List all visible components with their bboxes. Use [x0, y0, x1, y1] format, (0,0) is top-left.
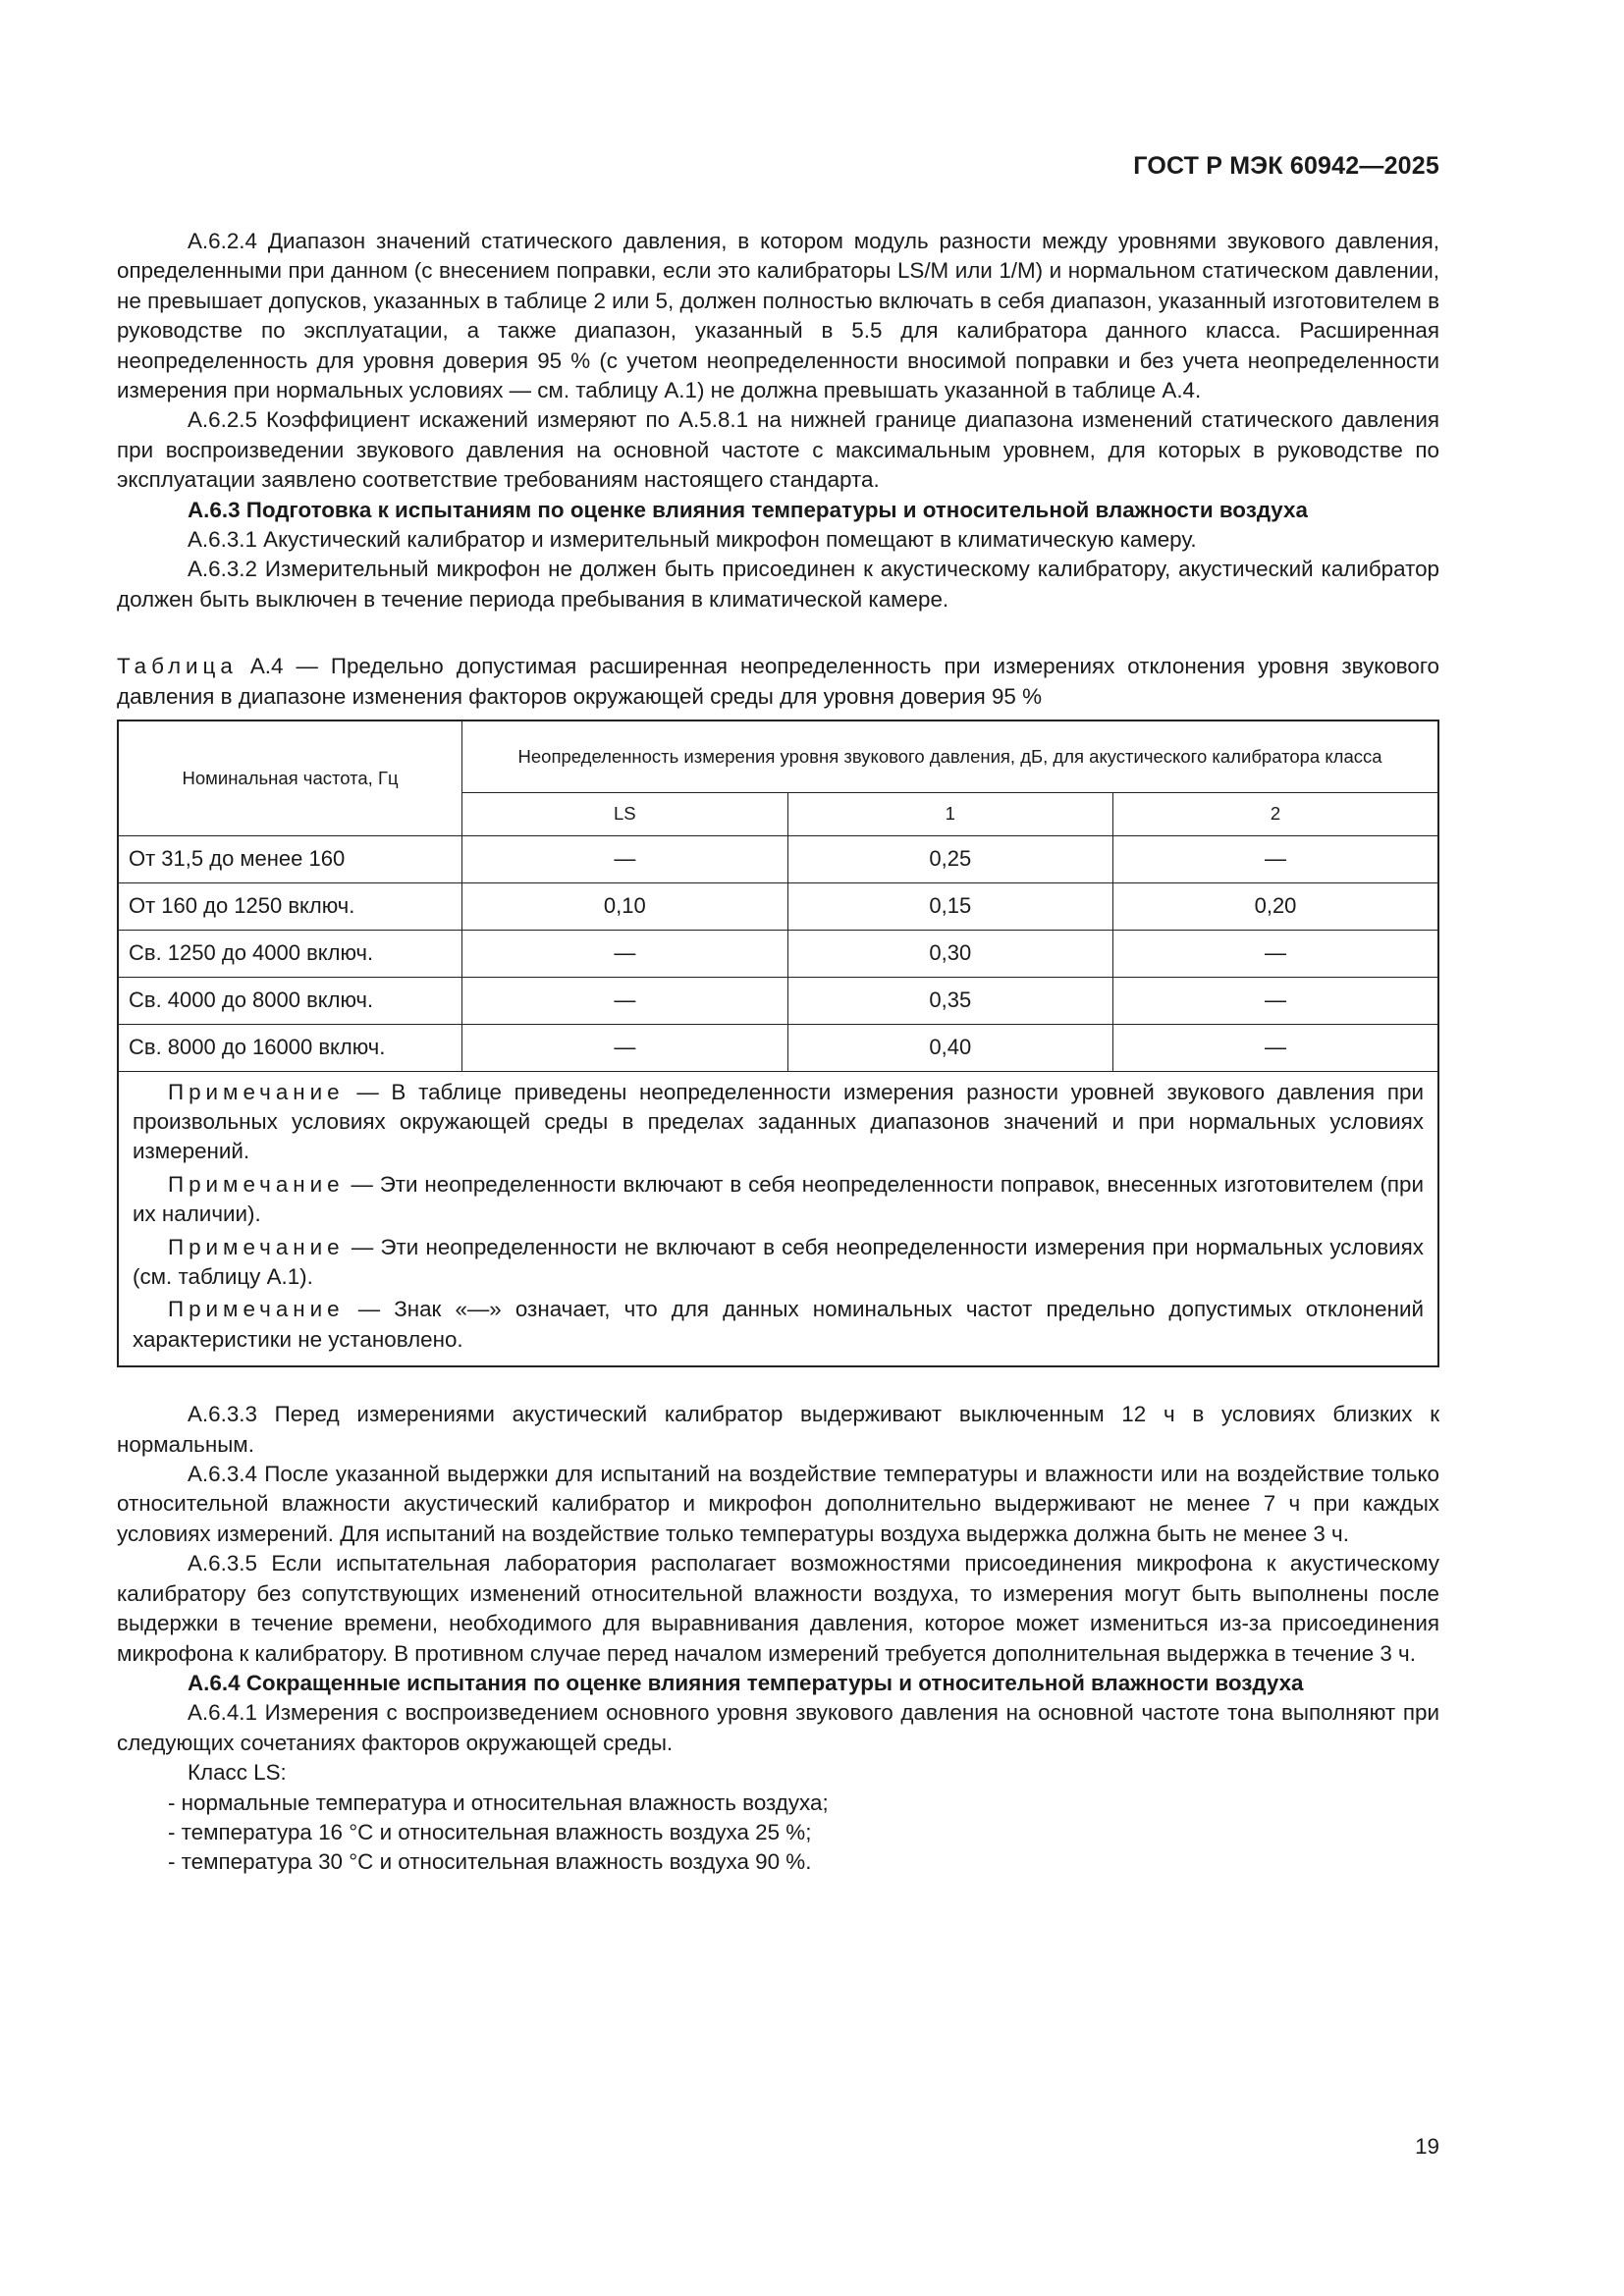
- cell-ls: —: [462, 930, 787, 977]
- table-caption: [117, 652, 1439, 712]
- class-ls-conditions-list: [117, 1789, 1439, 1878]
- header-class-ls: LS: [462, 792, 787, 835]
- list-item: - нормальные температура и относительная влажность воздуха;: [168, 1789, 829, 1815]
- uncertainty-table: [117, 720, 1439, 1367]
- cell-class2: —: [1113, 977, 1438, 1024]
- page-number: 19: [1415, 2134, 1439, 2159]
- note-text: — В таблице приведены неопределенности измерения разности уровней звукового давления при произвольных условиях окружающей среды в пределах заданных диапазонов значений и при нормальных условиях измерений.: [133, 1079, 1424, 1164]
- table-row: [118, 835, 1438, 882]
- document-body: [117, 227, 1439, 1878]
- paragraph-a641: А.6.4.1 Измерения с воспроизведением основного уровня звукового давления на основной частоте тона выполняют при следующих сочетаниях факторов окружающей среды.: [117, 1700, 1439, 1755]
- note-label: Примечание: [168, 1234, 345, 1259]
- list-item: - температура 30 °С и относительная влажность воздуха 90 %.: [168, 1849, 812, 1875]
- paragraph-a631: А.6.3.1 Акустический калибратор и измерительный микрофон помещают в климатическую камеру.: [188, 527, 1197, 553]
- header-nominal-frequency: Номинальная частота, Гц: [118, 721, 462, 835]
- table-row: [118, 882, 1438, 930]
- note-text: — Эти неопределенности включают в себя неопределенности поправок, внесенных изготовителем (при их наличии).: [133, 1171, 1424, 1227]
- header-class-2: 2: [1113, 792, 1438, 835]
- paragraph-a634: А.6.3.4 После указанной выдержки для испытаний на воздействие температуры и влажности или на воздействие только относительной влажности акустический калибратор и микрофон дополнительно выдерживают не менее 7 ч при каждых условиях измерений. Для испытаний на воздействие только температуры воздуха выдержка должна быть не менее 3 ч.: [117, 1462, 1439, 1546]
- cell-class1: 0,25: [787, 835, 1112, 882]
- class-ls-label: Класс LS:: [188, 1760, 287, 1786]
- cell-frequency: Св. 4000 до 8000 включ.: [118, 977, 462, 1024]
- list-item: - температура 16 °С и относительная влажность воздуха 25 %;: [168, 1819, 812, 1844]
- note-label: Примечание: [168, 1079, 345, 1104]
- header-class-1: 1: [787, 792, 1112, 835]
- cell-frequency: От 31,5 до менее 160: [118, 835, 462, 882]
- cell-class1: 0,40: [787, 1024, 1112, 1071]
- table-caption-label: Таблица: [117, 654, 238, 679]
- table-row: [118, 930, 1438, 977]
- cell-class2: —: [1113, 1024, 1438, 1071]
- after-table-section: [117, 1400, 1439, 1878]
- paragraph-a632: А.6.3.2 Измерительный микрофон не должен быть присоединен к акустическому калибратору, акустический калибратор должен быть выключен в течение периода пребывания в климатической камере.: [117, 557, 1439, 612]
- cell-frequency: Св. 1250 до 4000 включ.: [118, 930, 462, 977]
- cell-class2: —: [1113, 835, 1438, 882]
- heading-a63: А.6.3 Подготовка к испытаниям по оценке влияния температуры и относительной влажности воздуха: [188, 497, 1308, 522]
- table-row: [118, 977, 1438, 1024]
- cell-frequency: От 160 до 1250 включ.: [118, 882, 462, 930]
- paragraph-a625: А.6.2.5 Коэффициент искажений измеряют по А.5.8.1 на нижней границе диапазона изменений статического давления при воспроизведении звукового давления на основной частоте с максимальным уровнем, для которых в руководстве по эксплуатации заявлено соответствие требованиям настоящего стандарта.: [117, 407, 1439, 493]
- document-code-header: ГОСТ Р МЭК 60942—2025: [1133, 152, 1439, 180]
- table-note: [133, 1078, 1424, 1167]
- table-note: [133, 1295, 1424, 1355]
- table-row: [118, 1024, 1438, 1071]
- cell-class1: 0,15: [787, 882, 1112, 930]
- note-label: Примечание: [168, 1171, 345, 1197]
- heading-a64: А.6.4 Сокращенные испытания по оценке влияния температуры и относительной влажности воздуха: [188, 1670, 1304, 1695]
- table-note: [133, 1170, 1424, 1230]
- note-text: — Эти неопределенности не включают в себя неопределенности измерения при нормальных условиях (см. таблицу А.1).: [133, 1234, 1424, 1290]
- cell-ls: —: [462, 835, 787, 882]
- cell-ls: —: [462, 1024, 787, 1071]
- table-note: [133, 1233, 1424, 1293]
- cell-ls: 0,10: [462, 882, 787, 930]
- paragraph-a633: А.6.3.3 Перед измерениями акустический калибратор выдерживают выключенным 12 ч в условиях близких к нормальным.: [117, 1402, 1439, 1457]
- paragraph-a635: А.6.3.5 Если испытательная лаборатория располагает возможностями присоединения микрофона к акустическому калибратору без сопутствующих изменений относительной влажности воздуха, то измерения могут быть выполнены после выдержки в течение времени, необходимого для выравнивания давления, которое может измениться из-за присоединения микрофона к калибратору. В противном случае перед началом измерений требуется дополнительная выдержка в течение 3 ч.: [117, 1551, 1439, 1666]
- cell-class1: 0,30: [787, 930, 1112, 977]
- note-label: Примечание: [168, 1297, 345, 1322]
- cell-class2: 0,20: [1113, 882, 1438, 930]
- cell-frequency: Св. 8000 до 16000 включ.: [118, 1024, 462, 1071]
- table-notes-row: [118, 1071, 1438, 1366]
- cell-class2: —: [1113, 930, 1438, 977]
- table-caption-text: А.4 — Предельно допустимая расширенная неопределенность при измерениях отклонения уровня звукового давления в диапазоне изменения факторов окружающей среды для уровня доверия 95 %: [117, 654, 1439, 709]
- header-uncertainty-group: Неопределенность измерения уровня звукового давления, дБ, для акустического калибратора класса: [462, 721, 1438, 792]
- note-text: — Знак «—» означает, что для данных номинальных частот предельно допустимых отклонений характеристики не установлено.: [133, 1297, 1424, 1352]
- cell-class1: 0,35: [787, 977, 1112, 1024]
- cell-ls: —: [462, 977, 787, 1024]
- table-notes: [118, 1071, 1438, 1366]
- paragraph-a624: А.6.2.4 Диапазон значений статического давления, в котором модуль разности между уровнями звукового давления, определенными при данном (с внесением поправки, если это калибраторы LS/M или 1/M) и нормальном статическом давлении, не превышает допусков, указанных в таблице 2 или 5, должен полностью включать в себя диапазон, указанный изготовителем в руководстве по эксплуатации, а также диапазон, указанный в 5.5 для калибратора данного класса. Расширенная неопределенность для уровня доверия 95 % (с учетом неопределенности вносимой поправки и без учета неопределенности измерения при нормальных условиях — см. таблицу А.1) не должна превышать указанной в таблице А.4.: [117, 229, 1439, 403]
